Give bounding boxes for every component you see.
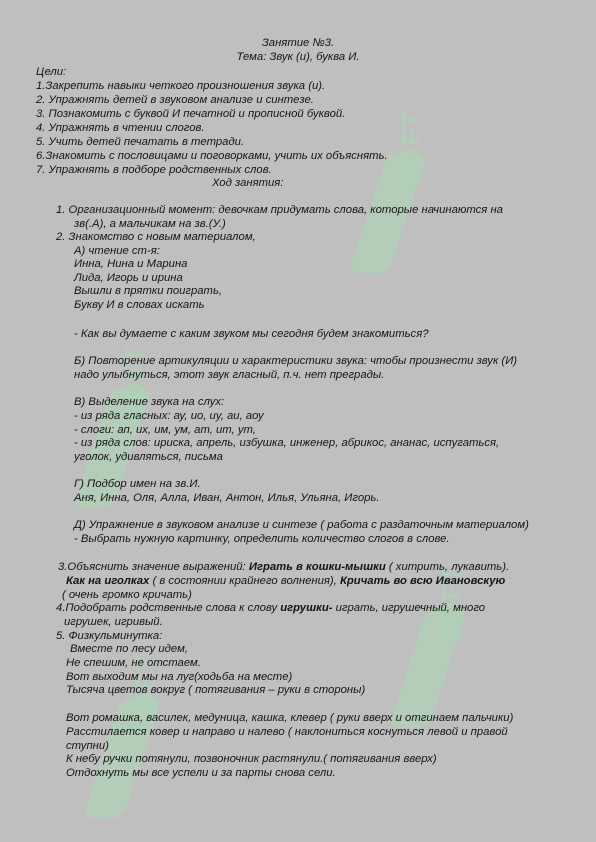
text-line: зв(.А), а мальчикам на зв.(У.) [74, 218, 226, 230]
text-line: Отдохнуть мы все успели и за парты снова сели. [66, 767, 336, 779]
text-line: - Выбрать нужную картинку, определить количество слогов в слове. [74, 533, 450, 545]
text-line: - из ряда гласных: ау, ио, иу, аи, аоу [74, 410, 264, 422]
watermark-text: SOFT [396, 109, 426, 187]
text-line: игрушек, игривый. [64, 616, 163, 628]
text-line: Вместе по лесу идем, [70, 643, 188, 655]
text-line: 3.Объяснить значение выражений: Играть в кошки-мышки ( хитрить, лукавить). [58, 561, 510, 573]
watermark [360, 109, 440, 295]
text-line: 5. Физкульминутка: [56, 630, 163, 642]
text-line: Инна, Нина и Марина [74, 258, 188, 270]
watermark-text: SOFT [120, 344, 150, 422]
text-line: Вот ромашка, василек, медуница, кашка, клевер ( руки вверх и отгинаем пальчики) [66, 712, 514, 724]
text-line: К небу ручки потянули, позвоночник растянули.( потягивания вверх) [66, 753, 437, 765]
text-line: Д) Упражнение в звуковом анализе и синтезе ( работа с раздаточным материалом) [74, 519, 529, 531]
lesson-title: Занятие №3. [261, 37, 335, 49]
text-line: Как на иголках ( в состоянии крайнего волнения), Кричать во всю Ивановскую [66, 575, 506, 587]
text-line: Тысяча цветов вокруг ( потягивания – руки в стороны) [66, 684, 366, 696]
goal-item: 4. Упражнять в чтении слогов. [36, 122, 205, 134]
goal-item: 2. Упражнять детей в звуковом анализе и синтезе. [36, 94, 314, 106]
goal-item: 6.Знакомить с пословицами и поговорками, учить их объяснять. [36, 150, 388, 162]
text-line: Вот выходим мы на луг(ходьба на месте) [66, 671, 293, 683]
goal-item: 7. Упражнять в подборе родственных слов. [36, 164, 272, 176]
text-line: Не спешим, не отстаем. [66, 657, 201, 669]
text-line: 2. Знакомство с новым материалом, [56, 231, 256, 243]
text-line: надо улыбнуться, этот звук гласный, п.ч. нет преграды. [74, 369, 385, 381]
text-line: Аня, Инна, Оля, Алла, Иван, Антон, Илья, Ульяна, Игорь. [74, 492, 380, 504]
text-line: - Как вы думаете с каким звуком мы сегодня будем знакомиться? [74, 328, 429, 340]
text-line: ступни) [66, 740, 109, 752]
watermark-text: SOFT [130, 654, 160, 732]
text-line: - из ряда слов: ириска, апрель, избушка, инженер, абрикос, ананас, испугаться, [74, 437, 500, 449]
text-line: Вышли в прятки поиграть, [74, 285, 223, 297]
text-line: Расстилается ковер и направо и налево ( наклониться коснуться левой и правой [66, 726, 508, 738]
goal-item: 3. Познакомить с буквой И печатной и прописной буквой. [36, 108, 346, 120]
text-line: В) Выделение звука на слух: [74, 396, 225, 408]
goal-item: 1.Закрепить навыки четкого произношения звука (и). [36, 80, 326, 92]
text-line: 1. Организационный момент: девочкам придумать слова, которые начинаются на [56, 204, 503, 216]
lesson-topic: Тема: Звук (и), буква И. [236, 51, 360, 63]
text-line: ( очень громко кричать) [62, 589, 192, 601]
text-line: 4.Подобрать родственные слова к слову игрушки- играть, игрушечный, много [56, 602, 486, 614]
text-line: А) чтение ст-я: [74, 245, 160, 257]
text-line: уголок, удивляться, письма [74, 451, 223, 463]
text-line: Б) Повторение артикуляции и характеристики звука: чтобы произнести звук (И) [74, 355, 518, 367]
watermark-text: SOFT [436, 564, 466, 642]
text-line: Г) Подбор имен на зв.И. [74, 478, 201, 490]
goals-heading: Цели: [36, 66, 67, 78]
text-line: - слоги: ап, их, им, ум, ат, ит, ут, [74, 424, 256, 436]
goal-item: 5. Учить детей печатать в тетради. [36, 136, 245, 148]
text-line: Лида, Игорь и ирина [74, 272, 183, 284]
text-line: Букву И в словах искать [74, 299, 205, 311]
course-heading: Ход занятия: [212, 177, 284, 189]
